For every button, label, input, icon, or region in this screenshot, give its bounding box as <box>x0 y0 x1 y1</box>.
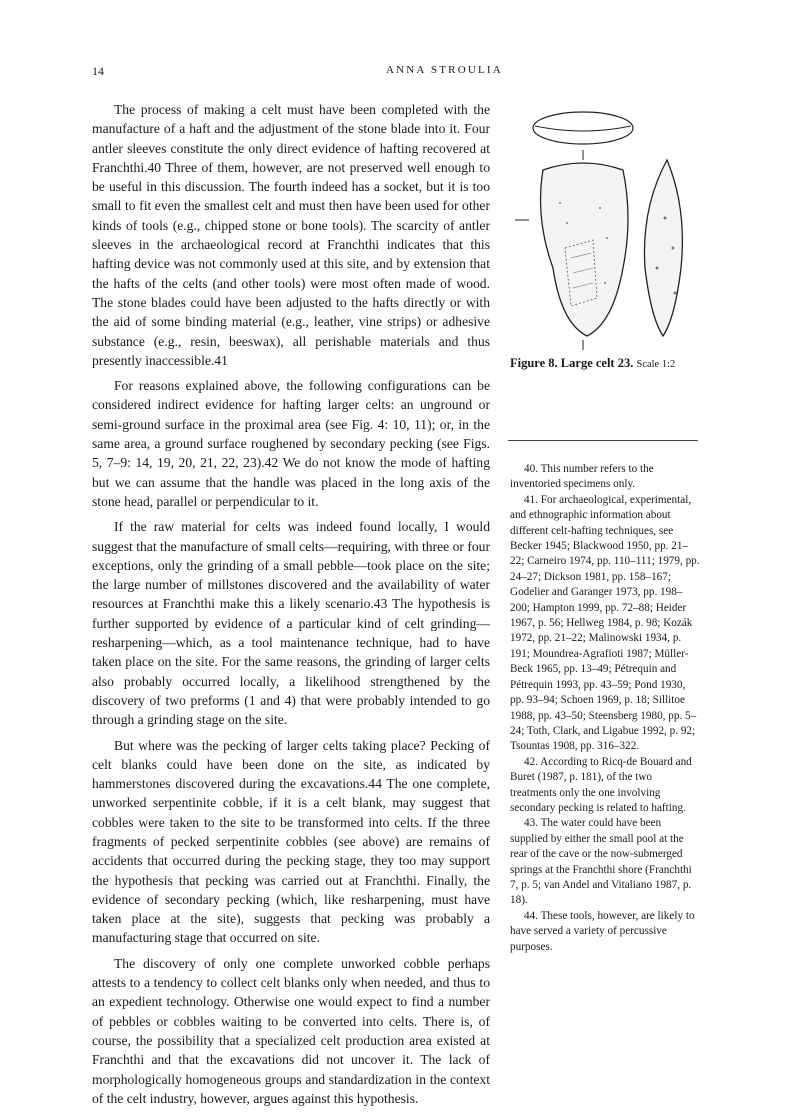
footnote: 44. These tools, however, are likely to have served a variety of percussive purposes. <box>510 909 695 953</box>
body-paragraph: But where was the pecking of larger celts taking place? Pecking of celt blanks could have been done on the site, as indicated by hammerstones discovered during the excavations.44 The one complete, unworked serpentinite cobble, if it is a celt blank, may suggest that cobbles were taken to the site to be transformed into celts. If the three fragments of pecked serpentinite cobbles (see above) are remains of accidents that occurred during the pecking stage, they too may support the hypothesis that pecking was carried out at Franchthi. Finally, the evidence of secondary pecking (which, like resharpening, must have taken place at the site), suggests that pecking was probably a manufacturing stage that occurred on site. <box>92 737 490 946</box>
celt-drawing <box>505 108 705 358</box>
body-paragraph: The process of making a celt must have been completed with the manufacture of a haft and the adjustment of the stone blade into it. Four antler sleeves constitute the only direct evidence of hafting recovered at Franchthi.40 Three of them, however, are not preserved well enough to be useful in this discussion. The fourth indeed has a socket, but it is too small to fit even the smallest celt and must then have been used for other kinds of tools (e.g., chipped stone or bone tools). The scarcity of antler sleeves in the archaeological record at Franchthi indicates that this hafting device was not commonly used at this site, and by extension that the hafts of the celts (and other tools) were most often made of wood. The stone blades could have been adjusted to the hafts directly or with the aid of some binding material (e.g., leather, vine strips) or adhesive substance (e.g., resin, beeswax), all perishable materials and thus presently inaccessible.41 <box>92 102 490 368</box>
main-text-column <box>92 100 490 1114</box>
footnote: 40. This number refers to the inventoried specimens only. <box>510 463 654 491</box>
footnote-divider <box>508 440 698 441</box>
figure-caption <box>510 355 710 373</box>
caption-scale: Scale 1:2 <box>636 359 676 370</box>
caption-title: Figure 8. Large celt 23. <box>510 356 634 370</box>
running-head: ANNA STROULIA <box>386 64 503 76</box>
footnotes <box>510 462 700 955</box>
celt-figure <box>505 108 705 358</box>
page-number: 14 <box>92 64 104 78</box>
footnote: 43. The water could have been supplied by either the small pool at the rear of the cave or the now-submerged springs at the Franchthi shore (Franchthi 7, p. 5; van Andel and Vitaliano 1987, p. 18). <box>510 817 692 907</box>
page-header <box>92 64 702 80</box>
footnote: 41. For archaeological, experimental, and ethnographic information about different celt-hafting techniques, see Becker 1945; Blackwood 1950, pp. 21–22; Carneiro 1974, pp. 110–111; 1979, pp. 24–27; Dickson 1981, pp. 158–167; Godelier and Garanger 1973, pp. 198–200; Hampton 1999, pp. 72–88; Heider 1967, p. 56; Hellweg 1984, p. 98; Kozák 1972, pp. 21–22; Malinowski 1934, p. 191; Moundrea-Agrafioti 1987; Müller-Beck 1965, pp. 13–49; Pétrequin and Pétrequin 1993, pp. 43–59; Pond 1930, pp. 93–94; Schoen 1969, p. 18; Sillitoe 1988, pp. 43–50; Steensberg 1980, pp. 5–24; Toth, Clark, and Ligabue 1992, p. 92; Tsountas 1908, pp. 316–322. <box>510 493 700 753</box>
footnote: 42. According to Ricq-de Bouard and Buret (1987, p. 181), of the two treatments only the one involving secondary pecking is related to hafting. <box>510 755 692 814</box>
body-paragraph: For reasons explained above, the following configurations can be considered indirect evidence for hafting larger celts: an unground or semi-ground surface in the proximal area (see Fig. 4: 10, 11); or, in the same area, a ground surface roughened by secondary pecking (see Figs. 5, 7–9: 14, 19, 20, 21, 22, 23).42 We do not know the mode of hafting but we can assume that the handle was placed in the long axis of the stone head, parallel or perpendicular to it. <box>92 378 490 509</box>
body-paragraph: The discovery of only one complete unworked cobble perhaps attests to a tendency to collect celt blanks only when needed, and thus to an expedient technology. Otherwise one would expect to find a number of pebbles or cobbles waiting to be converted into celts. There is, of course, the possibility that a specialized celt production area existed at Franchthi and that the excavations did not uncover it. The lack of morphologically homogeneous groups and standardization in the context of the celt industry, however, argues against this hypothesis. <box>92 955 490 1106</box>
body-paragraph: If the raw material for celts was indeed found locally, I would suggest that the manufacture of small celts—requiring, with three or four exceptions, only the grinding of a small pebble—took place on the site; the large number of millstones discovered and the availability of water resources at Franchthi make this a likely scenario.43 The hypothesis is further supported by evidence of a particular kind of celt grinding—resharpening—which, as a tool maintenance technique, had to have taken place on the site. For the same reasons, the grinding of larger celts also probably occurred locally, a likelihood strengthened by the discovery of two preforms (1 and 4) that were probably intended to go through a grinding stage on the site. <box>92 519 490 728</box>
